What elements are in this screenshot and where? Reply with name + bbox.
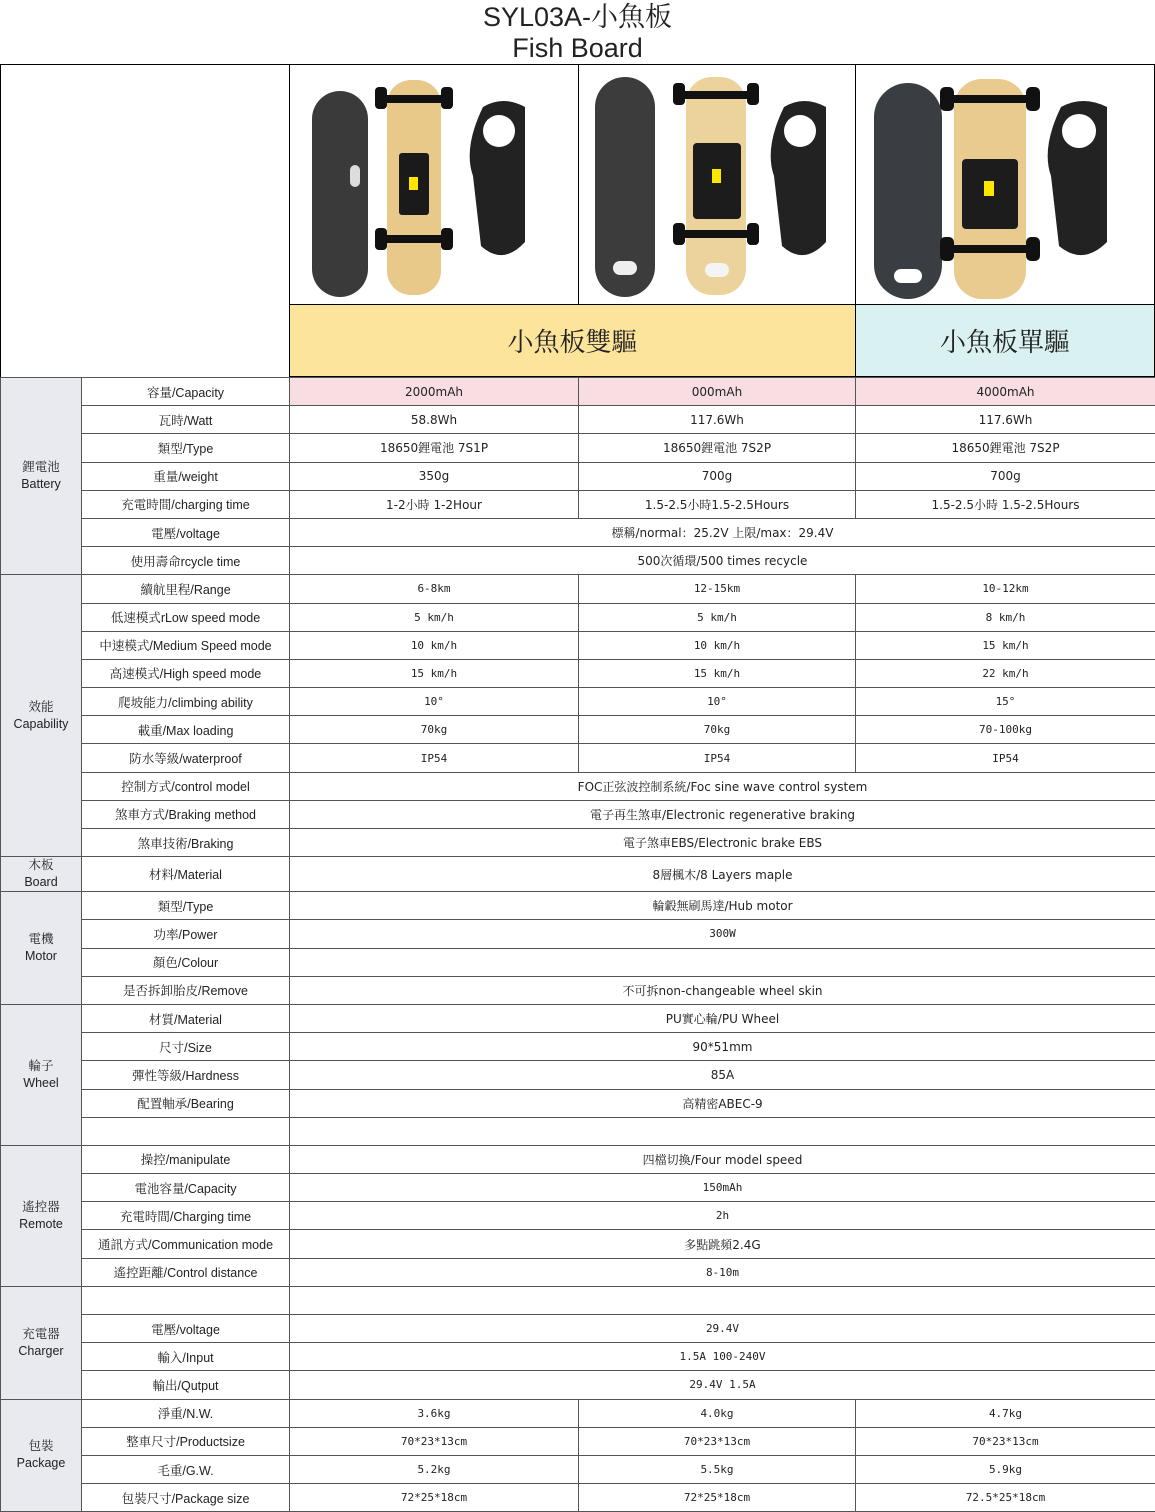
table-row [1, 688, 1155, 716]
spec-value: 150mAh [290, 1174, 1155, 1202]
spec-value: 29.4V [290, 1315, 1155, 1343]
table-row [1, 1484, 1155, 1512]
single-drive-header: 小魚板單驅 [855, 305, 1155, 377]
spec-value: 10° [290, 688, 579, 716]
table-row [1, 1202, 1155, 1230]
table-row [1, 1004, 1155, 1032]
spec-label: 材料/Material [82, 857, 290, 892]
spec-value: 高精密ABEC-9 [290, 1089, 1155, 1117]
table-row [1, 1061, 1155, 1089]
category-package: 包裝 Package [1, 1399, 82, 1512]
table-row [1, 1145, 1155, 1173]
spec-label: 遙控距離/Control distance [82, 1258, 290, 1286]
spec-value: 70*23*13cm [290, 1427, 579, 1455]
table-row [1, 1371, 1155, 1399]
spec-label: 通訊方式/Communication mode [82, 1230, 290, 1258]
spec-label: 淨重/N.W. [82, 1399, 290, 1427]
spec-value: PU實心輪/PU Wheel [290, 1004, 1155, 1032]
table-row [1, 1117, 1155, 1145]
spec-value: 72*25*18cm [290, 1484, 579, 1512]
spec-value: 117.6Wh [579, 406, 856, 434]
spec-value: 350g [290, 462, 579, 490]
spec-value: 15° [856, 688, 1155, 716]
table-row [1, 1315, 1155, 1343]
spec-label: 續航里程/Range [82, 575, 290, 603]
spec-value: 1.5-2.5小時 1.5-2.5Hours [856, 490, 1155, 518]
spec-label: 載重/Max loading [82, 716, 290, 744]
table-row [1, 1089, 1155, 1117]
spec-value: 500次循環/500 times recycle [290, 547, 1155, 575]
spec-label: 煞車技術/Braking [82, 829, 290, 857]
spec-label: 材質/Material [82, 1004, 290, 1032]
table-row [1, 716, 1155, 744]
spec-value-empty [290, 1117, 1155, 1145]
spec-value: 000mAh [579, 378, 856, 406]
spec-value: IP54 [856, 744, 1155, 772]
table-row [1, 518, 1155, 546]
spec-value: 4000mAh [856, 378, 1155, 406]
spec-value: 70kg [290, 716, 579, 744]
spec-table [0, 377, 1155, 1512]
spec-value: 5.5kg [579, 1455, 856, 1483]
skateboard-photo-icon [290, 65, 578, 304]
table-row [1, 1174, 1155, 1202]
category-board: 木板 Board [1, 857, 82, 892]
table-row [1, 948, 1155, 976]
table-row [1, 547, 1155, 575]
spec-value: 1-2小時 1-2Hour [290, 490, 579, 518]
spec-value: 5.2kg [290, 1455, 579, 1483]
spec-value: 90*51mm [290, 1033, 1155, 1061]
spec-value: IP54 [290, 744, 579, 772]
spec-value: 電子煞車EBS/Electronic brake EBS [290, 829, 1155, 857]
spec-label: 高速模式/High speed mode [82, 659, 290, 687]
table-row [1, 1455, 1155, 1483]
category-wheel: 輪子 Wheel [1, 1004, 82, 1145]
product-image-2 [578, 64, 856, 305]
product-image-3 [855, 64, 1155, 305]
spec-value: 70-100kg [856, 716, 1155, 744]
spec-label: 包裝尺寸/Package size [82, 1484, 290, 1512]
skateboard-photo-icon [579, 65, 855, 304]
product-image-1 [289, 64, 579, 305]
spec-value: 四檔切換/Four model speed [290, 1145, 1155, 1173]
table-row [1, 857, 1155, 892]
spec-value: 5 km/h [579, 603, 856, 631]
skateboard-photo-icon [856, 65, 1154, 304]
table-row [1, 920, 1155, 948]
category-battery: 鋰電池 Battery [1, 378, 82, 575]
product-name: Fish Board [0, 33, 1155, 63]
spec-label: 低速模式rLow speed mode [82, 603, 290, 631]
spec-value: 1.5-2.5小時1.5-2.5Hours [579, 490, 856, 518]
table-row [1, 1258, 1155, 1286]
spec-value: 3.6kg [290, 1399, 579, 1427]
spec-value: 700g [856, 462, 1155, 490]
spec-label: 功率/Power [82, 920, 290, 948]
table-row [1, 1427, 1155, 1455]
spec-label: 尺寸/Size [82, 1033, 290, 1061]
table-row [1, 829, 1155, 857]
spec-value: 5 km/h [290, 603, 579, 631]
header-blank-cell [0, 64, 289, 377]
model-title: SYL03A-小魚板 [0, 0, 1155, 33]
spec-value: 4.0kg [579, 1399, 856, 1427]
table-row [1, 490, 1155, 518]
spec-value: IP54 [579, 744, 856, 772]
table-row [1, 378, 1155, 406]
table-row [1, 603, 1155, 631]
spec-label: 中速模式/Medium Speed mode [82, 631, 290, 659]
spec-value: 不可拆non-changeable wheel skin [290, 976, 1155, 1004]
spec-label-empty [82, 1286, 290, 1314]
spec-label: 輸出/Qutput [82, 1371, 290, 1399]
category-charger: 充電器 Charger [1, 1286, 82, 1399]
spec-label: 容量/Capacity [82, 378, 290, 406]
table-row [1, 1343, 1155, 1371]
spec-value: 70*23*13cm [579, 1427, 856, 1455]
spec-value: 10 km/h [290, 631, 579, 659]
spec-value: 15 km/h [579, 659, 856, 687]
table-row [1, 1033, 1155, 1061]
spec-value: 電子再生煞車/Electronic regenerative braking [290, 800, 1155, 828]
spec-label: 類型/Type [82, 892, 290, 920]
spec-label: 電池容量/Capacity [82, 1174, 290, 1202]
table-row [1, 1230, 1155, 1258]
spec-label: 瓦時/Watt [82, 406, 290, 434]
spec-value: 18650鋰電池 7S1P [290, 434, 579, 462]
table-row [1, 462, 1155, 490]
spec-value: 22 km/h [856, 659, 1155, 687]
table-row [1, 772, 1155, 800]
spec-value: 15 km/h [290, 659, 579, 687]
spec-value: 18650鋰電池 7S2P [579, 434, 856, 462]
spec-value: 6-8km [290, 575, 579, 603]
spec-label: 煞車方式/Braking method [82, 800, 290, 828]
spec-value: 標稱/normal：25.2V 上限/max：29.4V [290, 518, 1155, 546]
spec-value: 8 km/h [856, 603, 1155, 631]
table-row [1, 434, 1155, 462]
spec-label: 爬坡能力/climbing ability [82, 688, 290, 716]
spec-label: 防水等級/waterproof [82, 744, 290, 772]
spec-label: 輸入/Input [82, 1343, 290, 1371]
table-row [1, 631, 1155, 659]
table-row [1, 575, 1155, 603]
spec-label: 彈性等級/Hardness [82, 1061, 290, 1089]
spec-label: 顏色/Colour [82, 948, 290, 976]
spec-value: 70kg [579, 716, 856, 744]
spec-value: 72.5*25*18cm [856, 1484, 1155, 1512]
spec-value: 5.9kg [856, 1455, 1155, 1483]
spec-label: 重量/weight [82, 462, 290, 490]
table-row [1, 744, 1155, 772]
spec-label-empty [82, 1117, 290, 1145]
table-row [1, 659, 1155, 687]
spec-value: 72*25*18cm [579, 1484, 856, 1512]
spec-label: 毛重/G.W. [82, 1455, 290, 1483]
spec-value: 29.4V 1.5A [290, 1371, 1155, 1399]
spec-value: 117.6Wh [856, 406, 1155, 434]
spec-value: 10° [579, 688, 856, 716]
spec-value: 4.7kg [856, 1399, 1155, 1427]
spec-value: 15 km/h [856, 631, 1155, 659]
document-title [0, 0, 1155, 64]
spec-value: 12-15km [579, 575, 856, 603]
product-header [0, 64, 1155, 377]
spec-value: FOC正弦波控制系統/Foc sine wave control system [290, 772, 1155, 800]
spec-value: 8層楓木/8 Layers maple [290, 857, 1155, 892]
table-row [1, 406, 1155, 434]
spec-value: 300W [290, 920, 1155, 948]
category-capability: 效能 Capability [1, 575, 82, 857]
spec-value: 2h [290, 1202, 1155, 1230]
table-row [1, 800, 1155, 828]
spec-value: 2000mAh [290, 378, 579, 406]
table-row [1, 1286, 1155, 1314]
table-row [1, 892, 1155, 920]
category-remote: 遙控器 Remote [1, 1145, 82, 1286]
spec-value [290, 948, 1155, 976]
spec-label: 充電時間/charging time [82, 490, 290, 518]
spec-label: 是否拆卸胎皮/Remove [82, 976, 290, 1004]
spec-label: 充電時間/Charging time [82, 1202, 290, 1230]
table-row [1, 976, 1155, 1004]
spec-value: 70*23*13cm [856, 1427, 1155, 1455]
table-row [1, 1399, 1155, 1427]
spec-label: 配置軸承/Bearing [82, 1089, 290, 1117]
spec-value: 10-12km [856, 575, 1155, 603]
spec-label: 控制方式/control model [82, 772, 290, 800]
spec-label: 操控/manipulate [82, 1145, 290, 1173]
spec-value: 58.8Wh [290, 406, 579, 434]
spec-value-empty [290, 1286, 1155, 1314]
spec-value: 輪轂無刷馬達/Hub motor [290, 892, 1155, 920]
spec-label: 電壓/voltage [82, 1315, 290, 1343]
spec-label: 使用壽命rcycle time [82, 547, 290, 575]
spec-value: 多點跳頻2.4G [290, 1230, 1155, 1258]
spec-label: 電壓/voltage [82, 518, 290, 546]
spec-label: 整車尺寸/Productsize [82, 1427, 290, 1455]
spec-value: 8-10m [290, 1258, 1155, 1286]
spec-value: 700g [579, 462, 856, 490]
spec-value: 18650鋰電池 7S2P [856, 434, 1155, 462]
spec-value: 1.5A 100-240V [290, 1343, 1155, 1371]
category-motor: 電機 Motor [1, 892, 82, 1005]
spec-value: 85A [290, 1061, 1155, 1089]
dual-drive-header: 小魚板雙驅 [289, 305, 856, 377]
spec-value: 10 km/h [579, 631, 856, 659]
spec-label: 類型/Type [82, 434, 290, 462]
